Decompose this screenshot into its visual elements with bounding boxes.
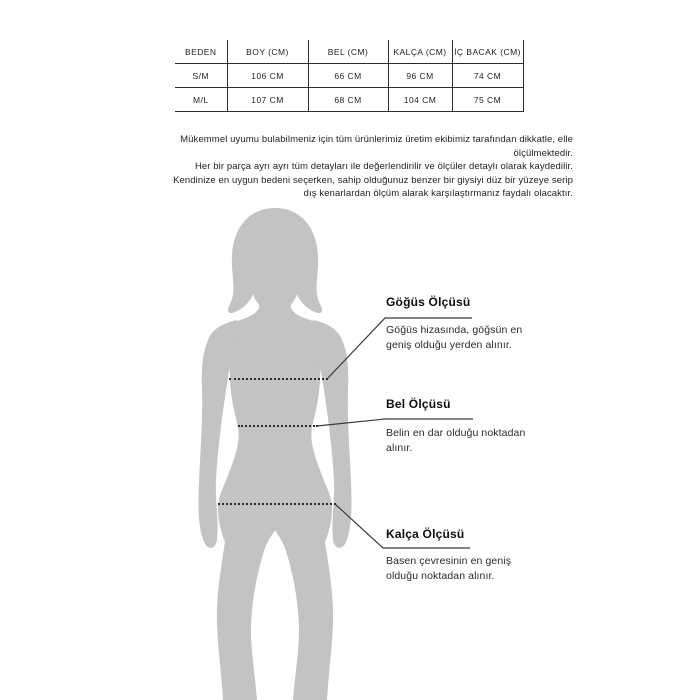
table-row-sm <box>175 64 523 88</box>
header-cell-bel: BEL (CM) <box>308 40 388 64</box>
callout-hip-title: Kalça Ölçüsü <box>386 527 465 541</box>
hip-measure-line <box>218 503 336 505</box>
size-table <box>175 40 524 112</box>
cell-ic-bacak: 75 CM <box>452 88 523 112</box>
cell-kalca: 96 CM <box>388 64 452 88</box>
waist-measure-line <box>238 425 318 427</box>
note-line: Kendinize en uygun bedeni seçerken, sahip olduğunuz benzer bir giysiyi düz bir yüzeye serip <box>173 174 573 186</box>
header-cell-boy: BOY (CM) <box>227 40 308 64</box>
callout-waist <box>386 397 556 454</box>
callout-chest <box>386 295 556 351</box>
note-line: Her bir parça ayrı ayrı tüm detayları ile değerlendirilir ve ölçüler detaylı olarak kaydedilir. <box>194 161 573 172</box>
callout-desc-line: alınır. <box>386 441 413 454</box>
callout-desc-line: geniş olduğu yerden alınır. <box>386 338 512 351</box>
note-line: dış kenarlardan ölçüm alarak karşılaştırmanız faydalı olacaktır. <box>303 188 573 199</box>
size-table-header-row <box>175 40 523 64</box>
cell-size: S/M <box>175 64 227 88</box>
cell-boy: 107 CM <box>227 88 308 112</box>
callout-waist-description <box>386 426 525 455</box>
measurement-note <box>133 133 573 201</box>
callout-waist-title: Bel Ölçüsü <box>386 397 451 411</box>
cell-bel: 68 CM <box>308 88 388 112</box>
callout-desc-line: Belin en dar olduğu noktadan <box>386 427 526 439</box>
callout-desc-line: olduğu noktadan alınır. <box>386 569 495 582</box>
cell-boy: 106 CM <box>227 64 308 88</box>
note-line: Mükemmel uyumu bulabilmeniz için tüm ürünlerimiz üretim ekibimiz tarafından dikkatle, elle ölçülmektedir. <box>180 134 573 159</box>
cell-size: M/L <box>175 88 227 112</box>
callout-desc-line: Göğüs hizasında, göğsün en <box>386 324 523 336</box>
cell-kalca: 104 CM <box>388 88 452 112</box>
callout-desc-line: Basen çevresinin en geniş <box>386 555 512 567</box>
callout-hip-description <box>386 554 511 583</box>
cell-bel: 66 CM <box>308 64 388 88</box>
header-cell-ic-bacak: İÇ BACAK (CM) <box>452 40 523 64</box>
header-cell-kalca: KALÇA (CM) <box>388 40 452 64</box>
chest-measure-line <box>229 378 328 380</box>
callout-chest-title: Göğüs Ölçüsü <box>386 295 471 309</box>
callout-chest-description <box>386 323 522 352</box>
cell-ic-bacak: 74 CM <box>452 64 523 88</box>
table-row-ml <box>175 88 523 112</box>
header-cell-beden: BEDEN <box>175 40 227 64</box>
callout-hip <box>386 527 556 582</box>
female-body-silhouette <box>185 200 365 700</box>
